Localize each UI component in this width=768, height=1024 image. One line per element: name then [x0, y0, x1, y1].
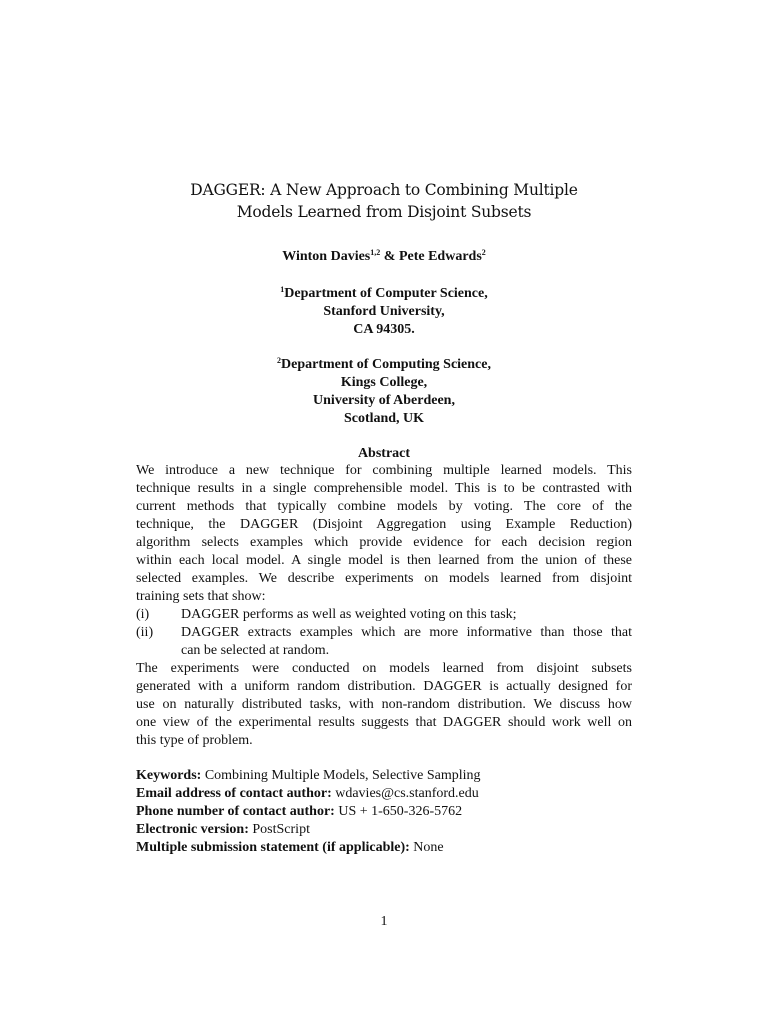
submission-statement-value: None	[409, 840, 444, 855]
electronic-version-row	[136, 821, 636, 839]
keywords-row	[136, 767, 636, 785]
affiliation-1-line: $^1$Department of Computer Science,	[280, 285, 488, 301]
author-separator: &	[380, 249, 399, 264]
affiliation-1-line: Stanford University,	[323, 304, 445, 319]
keywords-label: Keywords:	[136, 768, 202, 783]
abstract-line: generated with a uniform random distribution. DAGGER is actually designed for	[136, 679, 632, 694]
affiliation-2-mark: 2	[277, 356, 281, 365]
phone-label: Phone number of contact author:	[136, 804, 335, 819]
page-number: 1	[380, 914, 388, 929]
author-line	[0, 248, 768, 266]
abstract-line: training sets that show:	[136, 589, 266, 604]
abstract-heading: Abstract	[357, 446, 411, 461]
abstract-line: selected examples. We describe experiments on models learned from disjoint	[136, 571, 632, 586]
submission-statement-row	[136, 839, 636, 857]
abstract-line: technique results in a single comprehensible model. This is to be contrasted with	[136, 481, 632, 496]
author-1-affiliation-mark: 1,2	[370, 248, 381, 257]
author-2-name: Pete Edwards	[398, 249, 482, 264]
submission-statement-label: Multiple submission statement (if applicable):	[136, 840, 410, 855]
phone-row	[136, 803, 636, 821]
electronic-version-value: PostScript	[248, 822, 310, 837]
abstract-line: current methods that typically combine models by voting. The core of the	[136, 499, 632, 514]
abstract-line: within each local model. A single model is then learned from the union of these	[136, 553, 632, 568]
list-item-continuation: can be selected at random.	[181, 643, 330, 658]
email-row	[136, 785, 636, 803]
affiliation-1-line: CA 94305.	[353, 322, 415, 337]
list-item-number: (i)	[136, 607, 150, 622]
abstract-list-item	[136, 624, 632, 642]
keywords-value: Combining Multiple Models, Selective Sampling	[201, 768, 481, 783]
abstract-body	[136, 462, 632, 750]
abstract-line: use on naturally distributed tasks, with non-random distribution. We discuss how	[136, 697, 632, 712]
author-1-name: Winton Davies	[282, 249, 371, 264]
submission-metadata	[136, 767, 636, 857]
abstract-line: The experiments were conducted on models learned from disjoint subsets	[136, 661, 632, 676]
title-line-2: Models Learned from Disjoint Subsets	[236, 203, 532, 221]
affiliation-2	[0, 356, 768, 428]
title-line-1: DAGGER: A New Approach to Combining Multiple	[190, 181, 578, 199]
paper-title	[0, 179, 768, 223]
affiliation-2-line: $^2$Department of Computing Science,	[277, 356, 491, 372]
affiliation-2-line: Kings College,	[340, 375, 428, 390]
abstract-line: algorithm selects examples which provide evidence for each decision region	[136, 535, 632, 550]
abstract-list-item	[136, 606, 632, 624]
abstract-line: technique, the DAGGER (Disjoint Aggregation using Example Reduction)	[136, 517, 632, 532]
electronic-version-label: Electronic version:	[136, 822, 249, 837]
list-item-text: DAGGER extracts examples which are more informative than those that	[181, 625, 632, 640]
affiliation-2-line: Scotland, UK	[343, 411, 425, 426]
email-label: Email address of contact author:	[136, 786, 332, 801]
abstract-line: one view of the experimental results suggests that DAGGER should work well on	[136, 715, 632, 730]
abstract-line: We introduce a new technique for combining multiple learned models. This	[136, 463, 632, 478]
author-2-affiliation-mark: 2	[481, 248, 486, 257]
affiliation-2-line: University of Aberdeen,	[313, 393, 455, 408]
list-item-number: (ii)	[136, 625, 154, 640]
affiliation-1	[0, 285, 768, 339]
affiliation-1-mark: 1	[280, 285, 285, 294]
phone-value: US + 1-650-326-5762	[334, 804, 463, 819]
abstract-line: this type of problem.	[136, 733, 253, 748]
list-item-text: DAGGER performs as well as weighted voting on this task;	[181, 607, 517, 622]
email-value: wdavies@cs.stanford.edu	[331, 786, 479, 801]
